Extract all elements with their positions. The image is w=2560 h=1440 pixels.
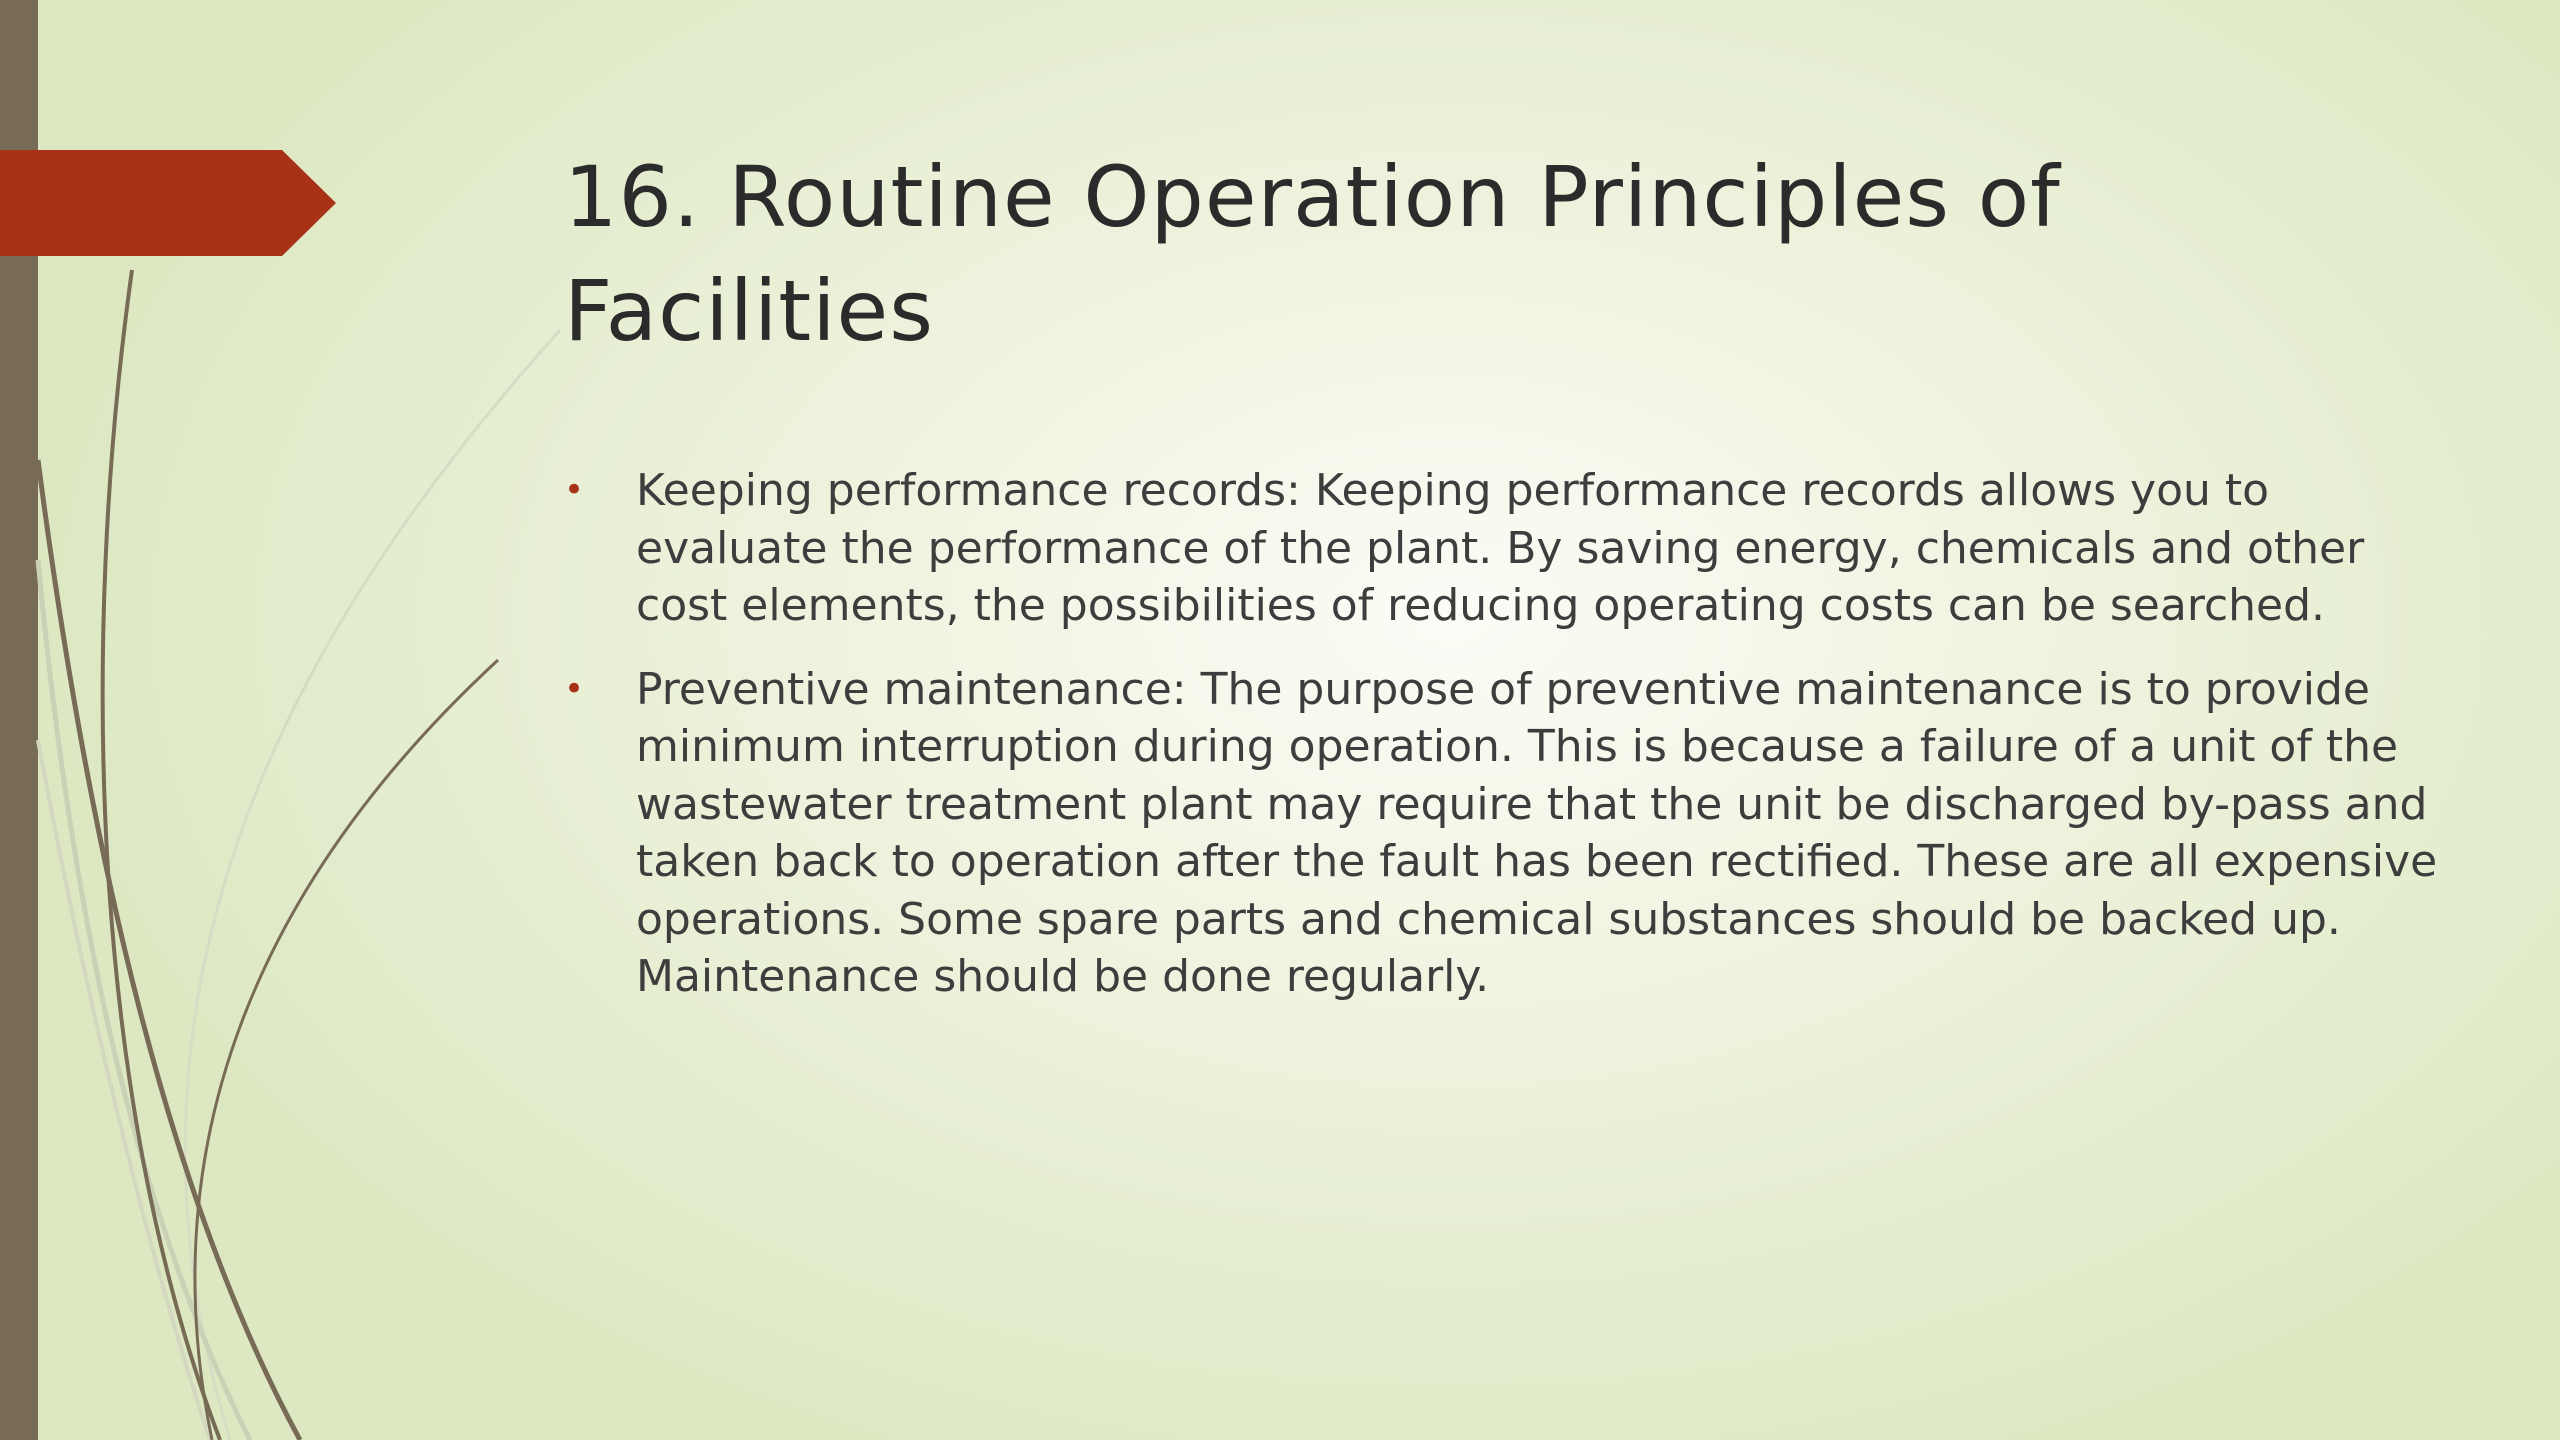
curve-dark-3 [195,660,498,1440]
slide-title: 16. Routine Operation Principles of Facilities [564,148,2061,360]
curve-light-1 [185,330,560,1440]
curve-light-2 [38,560,250,1440]
bullet-text: Preventive maintenance: The purpose of preventive maintenance is to provide minimum interruption during operation. This is because a failure of a unit of the wastewater treatment plant may require that the unit be discharged by-pass and taken back to operation after the fault has been rectified. These are all expensive operations. Some spare parts and chemical substances should be backed up. Maintenance should be done regularly. [636,663,2438,1002]
title-arrow-flag [0,150,336,256]
curve-dark-2 [38,460,300,1440]
bullet-item [564,462,2444,635]
bullet-list [564,462,2444,1032]
curve-dark-1 [103,270,220,1440]
bullet-item [564,661,2444,1006]
bullet-dot-icon: • [564,470,585,510]
bullet-text: Keeping performance records: Keeping performance records allows you to evaluate the performance of the plant. By saving energy, chemicals and other cost elements, the possibilities of reducing operating costs can be searched. [636,465,2365,631]
bullet-dot-icon: • [564,668,585,709]
